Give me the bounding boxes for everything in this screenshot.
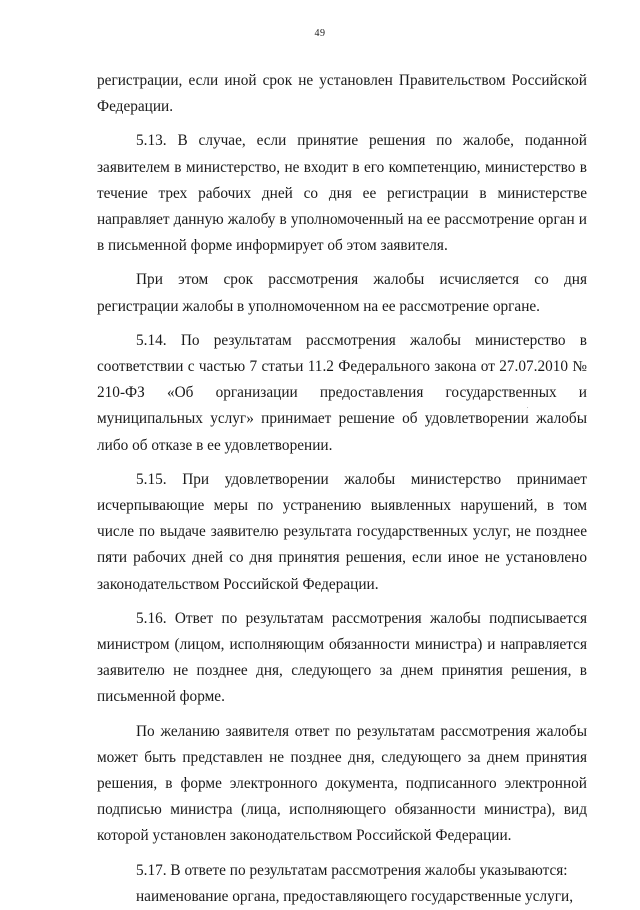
document-body bbox=[97, 68, 587, 910]
page-number: 49 bbox=[314, 28, 326, 39]
paragraph-complaint-term: При этом срок рассмотрения жалобы исчисляется со дня регистрации жалобы в уполномоченном на ее рассмотрение органе. bbox=[97, 271, 587, 315]
paragraph-electronic-answer: По желанию заявителя ответ по результатам рассмотрения жалобы может быть представлен не позднее дня, следующего за днем принятия решения, в форме электронного документа, подписанного электронной подписью министра (лица, исполняющего обязанности министра), вид которой установлен законодательством Российской Федерации. bbox=[97, 722, 587, 845]
paragraph-continuation: регистрации, если иной срок не установлен Правительством Российской Федерации. bbox=[97, 72, 587, 116]
paragraph-5-13: 5.13. В случае, если принятие решения по жалобе, поданной заявителем в министерство, не входит в его компетенцию, министерство в течение трех рабочих дней со дня ее регистрации в министерстве направляет данную жалобу в уполномоченный на ее рассмотрение орган и в письменной форме информирует об этом заявителя. bbox=[97, 132, 587, 255]
paragraph-authority-name: наименование органа, предоставляющего государственные услуги, bbox=[136, 887, 574, 905]
paragraph-5-16: 5.16. Ответ по результатам рассмотрения жалобы подписывается министром (лицом, исполняющим обязанности министра) и направляется заявителю не позднее дня, следующего за днем принятия решения, в письменной форме. bbox=[97, 609, 587, 706]
paragraph-5-17: 5.17. В ответе по результатам рассмотрения жалобы указываются: bbox=[136, 861, 568, 879]
paragraph-5-15: 5.15. При удовлетворении жалобы министерство принимает исчерпывающие меры по устранению выявленных нарушений, в том числе по выдаче заявителю результата государственных услуг, не позднее пяти рабочих дней со дня принятия решения, если иное не установлено законодательством Российской Федерации. bbox=[97, 470, 587, 593]
paragraph-5-14: 5.14. По результатам рассмотрения жалобы министерство в соответствии с частью 7 статьи 11.2 Федерального закона от 27.07.2010 № 210-ФЗ «Об организации предоставления государственных и муниципальных услуг» принимает решение об удовлетворении жалобы либо об отказе в ее удовлетворении. bbox=[97, 331, 587, 454]
scan-speck bbox=[527, 407, 528, 408]
